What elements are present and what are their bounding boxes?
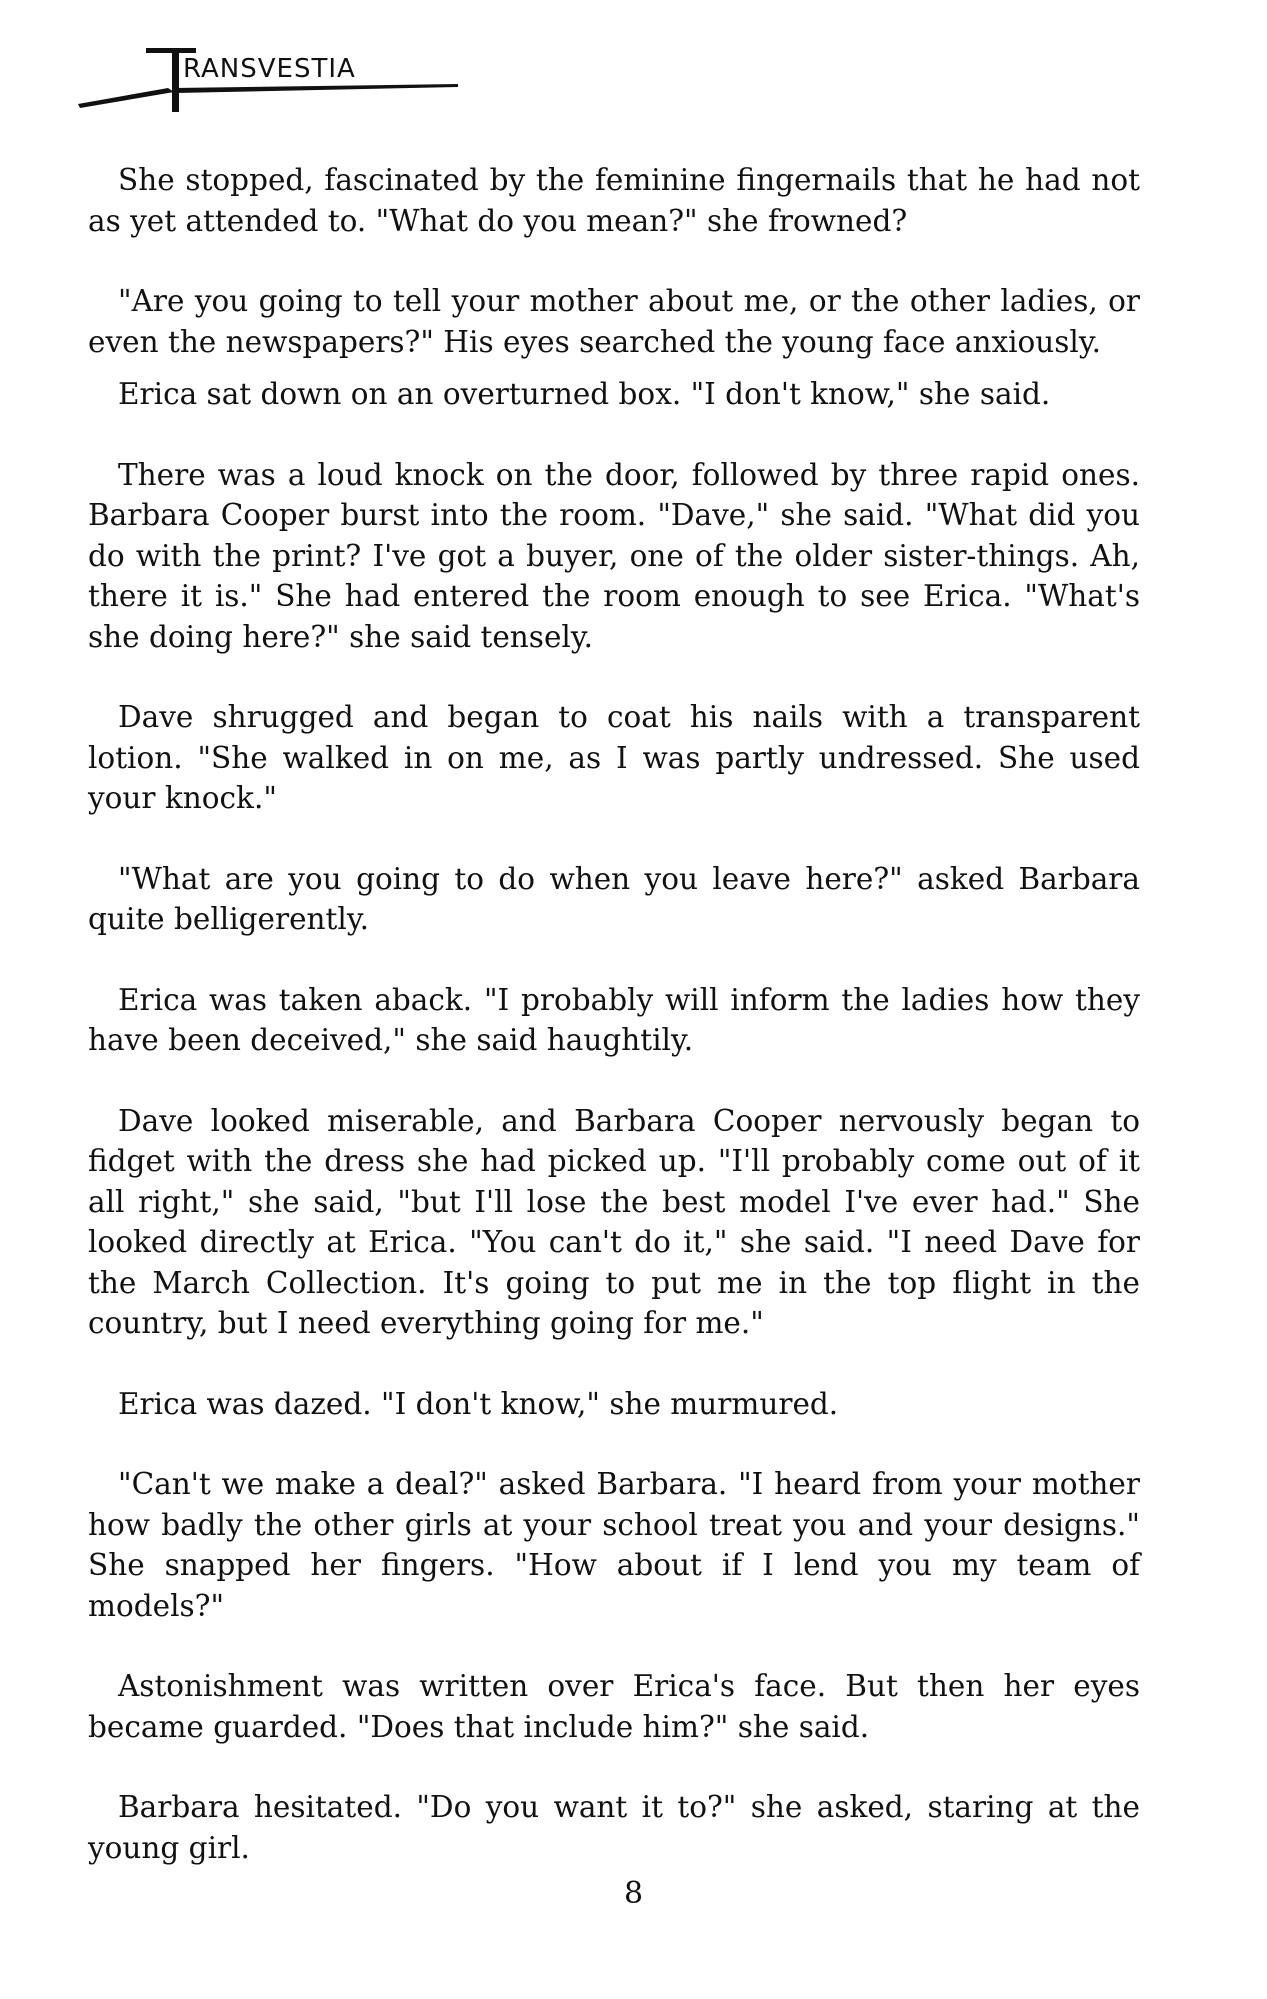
paragraph: She stopped, fascinated by the feminine fingernails that he had not as yet attended to. "What do you mean?" she frowned?	[88, 163, 1140, 238]
masthead-title	[183, 54, 356, 84]
masthead-logo	[78, 40, 478, 120]
paragraph: Dave shrugged and began to coat his nails with a transparent lotion. "She walked in on me, as I was partly undressed. She used your knock."	[88, 700, 1140, 815]
paragraph: "Can't we make a deal?" asked Barbara. "I heard from your mother how badly the other girls at your school treat you and your designs." She snapped her fingers. "How about if I lend you my team of models?"	[88, 1467, 1140, 1623]
paragraph: Barbara hesitated. "Do you want it to?" she asked, staring at the young girl.	[88, 1790, 1140, 1865]
article-body	[88, 160, 1140, 1868]
paragraph: Astonishment was written over Erica's face. But then her eyes became guarded. "Does that include him?" she said.	[88, 1669, 1140, 1744]
paragraph: Erica was dazed. "I don't know," she murmured.	[118, 1386, 839, 1421]
page-number: 8	[623, 1876, 644, 1911]
paragraph: There was a loud knock on the door, followed by three rapid ones. Barbara Cooper burst into the room. "Dave," she said. "What did you do with the print? I've got a buyer, one of the older sister-things. Ah, there it is." She had entered the room enough to see Erica. "What's she doing here?" she said tensely.	[88, 457, 1140, 654]
paragraph: "Are you going to tell your mother about me, or the other ladies, or even the newspapers?" His eyes searched the young face anxiously.	[88, 284, 1140, 359]
masthead-title-rest: RANSVESTIA	[183, 54, 356, 84]
paragraph: Dave looked miserable, and Barbara Cooper nervously began to fidget with the dress she had picked up. "I'll probably come out of it all right," she said, "but I'll lose the best model I've ever had." She looked directly at Erica. "You can't do it," she said. "I need Dave for the March Collection. It's going to put me in the top flight in the country, but I need everything going for me."	[88, 1103, 1140, 1340]
paragraph: Erica sat down on an overturned box. "I don't know," she said.	[118, 377, 1051, 411]
paragraph: Erica was taken aback. "I probably will inform the ladies how they have been deceived," she said haughtily.	[88, 982, 1140, 1057]
paragraph: "What are you going to do when you leave here?" asked Barbara quite belligerently.	[88, 861, 1140, 936]
